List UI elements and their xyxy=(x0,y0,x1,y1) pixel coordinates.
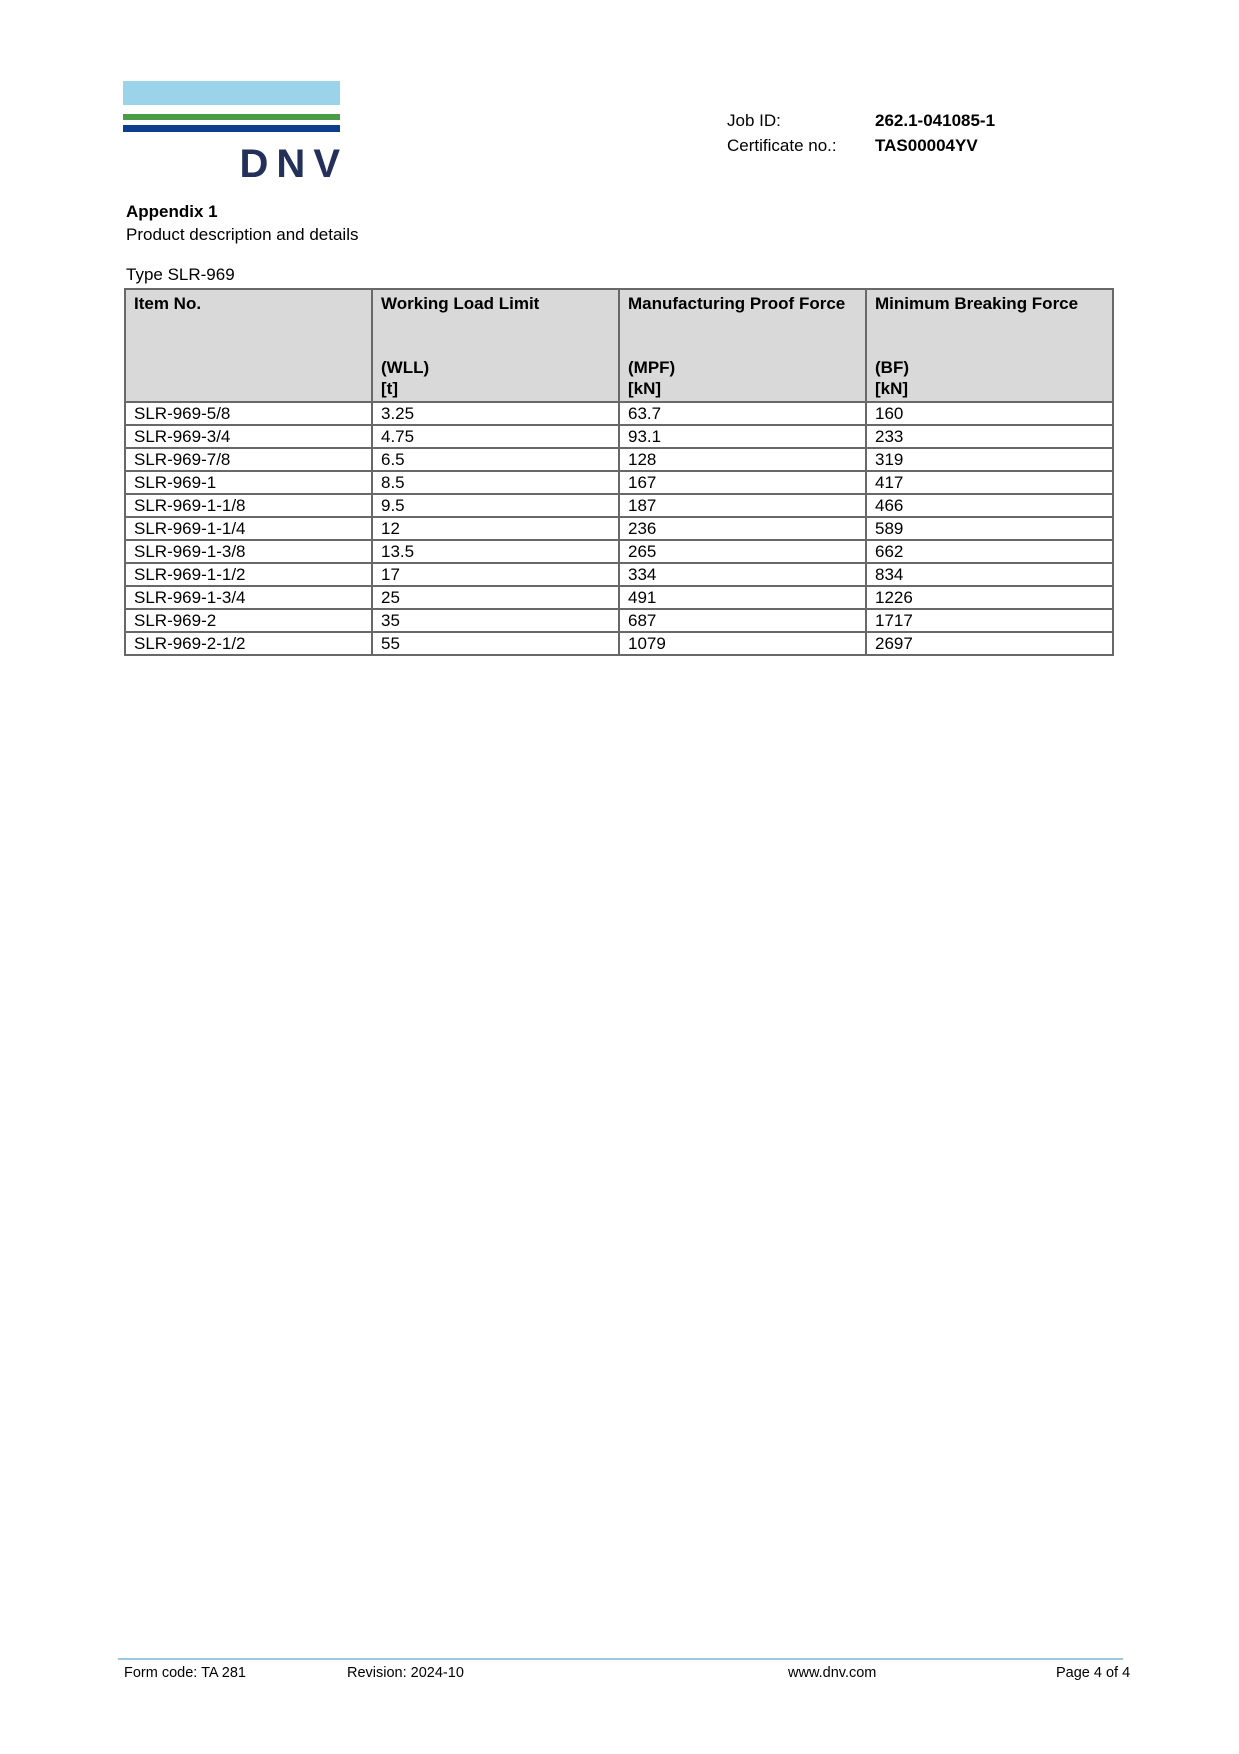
cell-bf: 160 xyxy=(866,402,1113,425)
col-unit: [kN] xyxy=(875,379,909,398)
table-row xyxy=(125,517,1113,540)
cell-item-no: SLR-969-1-3/8 xyxy=(125,540,372,563)
cell-wll: 25 xyxy=(372,586,619,609)
table-row xyxy=(125,563,1113,586)
col-unit xyxy=(134,378,363,399)
cell-mpf: 334 xyxy=(619,563,866,586)
cell-bf: 1717 xyxy=(866,609,1113,632)
cell-mpf: 167 xyxy=(619,471,866,494)
table-row xyxy=(125,402,1113,425)
type-label: Type SLR-969 xyxy=(126,265,235,284)
cell-item-no: SLR-969-1-1/8 xyxy=(125,494,372,517)
col-header-mpf xyxy=(619,289,866,402)
footer-revision: Revision: 2024-10 xyxy=(347,1665,464,1681)
dnv-logo xyxy=(123,81,348,187)
cell-bf: 2697 xyxy=(866,632,1113,655)
appendix-title: Appendix 1 xyxy=(126,202,218,221)
cell-mpf: 128 xyxy=(619,448,866,471)
cell-bf: 834 xyxy=(866,563,1113,586)
footer-website: www.dnv.com xyxy=(788,1665,877,1681)
cell-wll: 13.5 xyxy=(372,540,619,563)
table-header-row xyxy=(125,289,1113,402)
cell-mpf: 187 xyxy=(619,494,866,517)
cell-wll: 8.5 xyxy=(372,471,619,494)
col-header-bf xyxy=(866,289,1113,402)
cell-mpf: 491 xyxy=(619,586,866,609)
table-row xyxy=(125,494,1113,517)
job-id-label: Job ID: xyxy=(727,111,781,130)
cell-mpf: 93.1 xyxy=(619,425,866,448)
table-row xyxy=(125,540,1113,563)
certificate-label: Certificate no.: xyxy=(727,136,837,155)
footer-divider xyxy=(118,1658,1123,1660)
footer-page-number: Page 4 of 4 xyxy=(1056,1665,1131,1681)
cell-mpf: 1079 xyxy=(619,632,866,655)
logo-dark-blue-bar xyxy=(123,125,340,132)
cell-bf: 466 xyxy=(866,494,1113,517)
certificate-value: TAS00004YV xyxy=(875,136,978,155)
cell-wll: 12 xyxy=(372,517,619,540)
col-unit: [t] xyxy=(381,379,398,398)
cell-bf: 1226 xyxy=(866,586,1113,609)
cell-wll: 3.25 xyxy=(372,402,619,425)
cell-item-no: SLR-969-1-3/4 xyxy=(125,586,372,609)
document-meta xyxy=(727,108,995,158)
cell-mpf: 687 xyxy=(619,609,866,632)
dnv-wordmark: DNV xyxy=(239,142,348,186)
col-title: Minimum Breaking Force xyxy=(875,294,1079,313)
cell-mpf: 236 xyxy=(619,517,866,540)
cell-bf: 319 xyxy=(866,448,1113,471)
col-abbr: (MPF) xyxy=(628,358,676,377)
cell-bf: 233 xyxy=(866,425,1113,448)
table-row xyxy=(125,425,1113,448)
cell-item-no: SLR-969-3/4 xyxy=(125,425,372,448)
table-row xyxy=(125,471,1113,494)
col-title: Item No. xyxy=(134,294,202,313)
table-row xyxy=(125,632,1113,655)
cell-bf: 417 xyxy=(866,471,1113,494)
cell-wll: 6.5 xyxy=(372,448,619,471)
col-unit: [kN] xyxy=(628,379,662,398)
cell-mpf: 265 xyxy=(619,540,866,563)
col-abbr xyxy=(134,357,363,378)
cell-item-no: SLR-969-5/8 xyxy=(125,402,372,425)
logo-green-bar xyxy=(123,114,340,120)
cell-item-no: SLR-969-1-1/2 xyxy=(125,563,372,586)
appendix-subtitle: Product description and details xyxy=(126,225,359,244)
cell-wll: 9.5 xyxy=(372,494,619,517)
product-table xyxy=(124,288,1114,656)
cell-item-no: SLR-969-2-1/2 xyxy=(125,632,372,655)
cell-wll: 35 xyxy=(372,609,619,632)
col-abbr: (BF) xyxy=(875,358,909,377)
table-row xyxy=(125,448,1113,471)
footer-form-code: Form code: TA 281 xyxy=(124,1665,246,1681)
table-row xyxy=(125,609,1113,632)
col-header-item-no xyxy=(125,289,372,402)
col-title: Working Load Limit xyxy=(381,294,540,313)
cell-item-no: SLR-969-2 xyxy=(125,609,372,632)
table-row xyxy=(125,586,1113,609)
cell-wll: 4.75 xyxy=(372,425,619,448)
cell-item-no: SLR-969-1 xyxy=(125,471,372,494)
cell-item-no: SLR-969-7/8 xyxy=(125,448,372,471)
col-title: Manufacturing Proof Force xyxy=(628,294,846,313)
cell-item-no: SLR-969-1-1/4 xyxy=(125,517,372,540)
job-id-value: 262.1-041085-1 xyxy=(875,111,996,130)
cell-bf: 589 xyxy=(866,517,1113,540)
cell-wll: 55 xyxy=(372,632,619,655)
cell-mpf: 63.7 xyxy=(619,402,866,425)
cell-wll: 17 xyxy=(372,563,619,586)
col-header-wll xyxy=(372,289,619,402)
cell-bf: 662 xyxy=(866,540,1113,563)
logo-light-blue-bar xyxy=(123,81,340,105)
col-abbr: (WLL) xyxy=(381,358,430,377)
